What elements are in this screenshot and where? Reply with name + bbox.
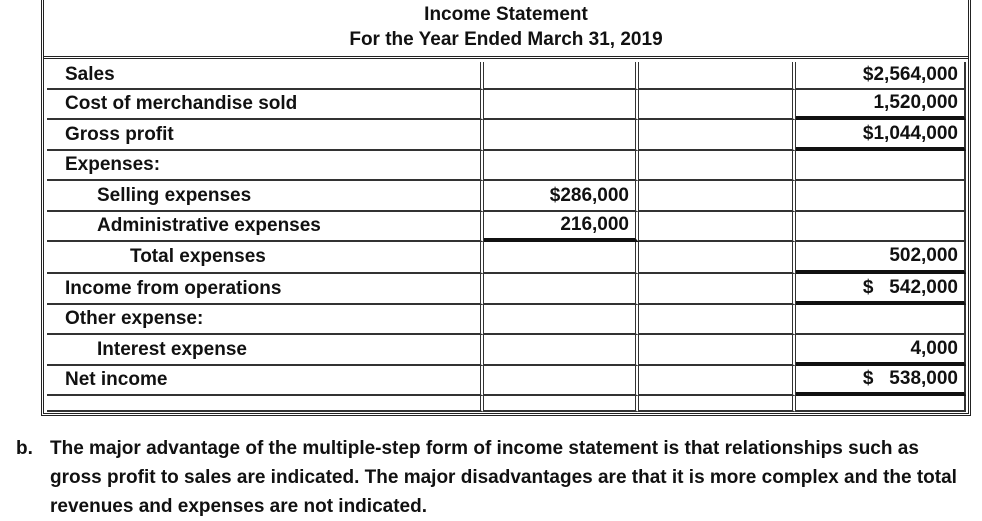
statement-period: For the Year Ended March 31, 2019 — [349, 29, 663, 50]
row-label: Net income — [47, 366, 484, 396]
amount-detail — [484, 305, 639, 335]
table-row — [47, 274, 966, 305]
row-label: Expenses: — [47, 151, 484, 181]
amount-detail — [484, 242, 639, 274]
amount-detail — [484, 274, 639, 305]
amount-detail — [484, 90, 639, 120]
row-label: Selling expenses — [47, 181, 484, 212]
amount-blank — [639, 151, 796, 181]
amount-total — [796, 151, 966, 181]
table-row — [47, 120, 966, 151]
table-row — [47, 305, 966, 335]
amount-total: 1,520,000 — [796, 90, 966, 120]
amount-blank — [639, 181, 796, 212]
amount-detail: $286,000 — [484, 181, 639, 212]
amount-total: $ 538,000 — [796, 366, 966, 396]
row-label: Gross profit — [47, 120, 484, 151]
amount-detail — [484, 151, 639, 181]
amount-blank — [639, 274, 796, 305]
amount-detail — [484, 62, 639, 90]
amount-total: 502,000 — [796, 242, 966, 274]
row-label: Income from operations — [47, 274, 484, 305]
statement-header — [44, 0, 968, 59]
table-row — [47, 242, 966, 274]
row-label: Administrative expenses — [47, 212, 484, 242]
row-label: Sales — [47, 62, 484, 90]
row-label — [47, 396, 484, 412]
table-row — [47, 212, 966, 242]
note-label: b. — [16, 438, 33, 459]
amount-detail — [484, 366, 639, 396]
amount-detail — [484, 396, 639, 412]
statement-title: Income Statement — [424, 4, 588, 25]
amount-total — [796, 212, 966, 242]
income-statement — [41, 0, 971, 416]
answer-note — [16, 434, 966, 521]
amount-blank — [639, 335, 796, 366]
amount-total — [796, 305, 966, 335]
amount-total — [796, 181, 966, 212]
table-row — [47, 90, 966, 120]
table-row — [47, 62, 966, 90]
statement-table — [47, 62, 966, 412]
amount-blank — [639, 396, 796, 412]
amount-blank — [639, 366, 796, 396]
table-row — [47, 366, 966, 396]
amount-total: $2,564,000 — [796, 62, 966, 90]
amount-total: $ 542,000 — [796, 274, 966, 305]
amount-total — [796, 396, 966, 412]
table-row — [47, 151, 966, 181]
table-row — [47, 335, 966, 366]
amount-total: $1,044,000 — [796, 120, 966, 151]
row-label: Interest expense — [47, 335, 484, 366]
amount-blank — [639, 62, 796, 90]
amount-detail — [484, 120, 639, 151]
note-text: The major advantage of the multiple-step form of income statement is that relationships such as gross profit to sales are indicated. The major disadvantages are that it is more complex and the total revenues and expenses are not indicated. — [50, 438, 957, 517]
table-row — [47, 181, 966, 212]
row-label: Other expense: — [47, 305, 484, 335]
amount-blank — [639, 305, 796, 335]
amount-detail: 216,000 — [484, 212, 639, 242]
row-label: Total expenses — [47, 242, 484, 274]
amount-blank — [639, 212, 796, 242]
table-row — [47, 396, 966, 412]
amount-total: 4,000 — [796, 335, 966, 366]
amount-detail — [484, 335, 639, 366]
row-label: Cost of merchandise sold — [47, 90, 484, 120]
amount-blank — [639, 90, 796, 120]
amount-blank — [639, 242, 796, 274]
amount-blank — [639, 120, 796, 151]
